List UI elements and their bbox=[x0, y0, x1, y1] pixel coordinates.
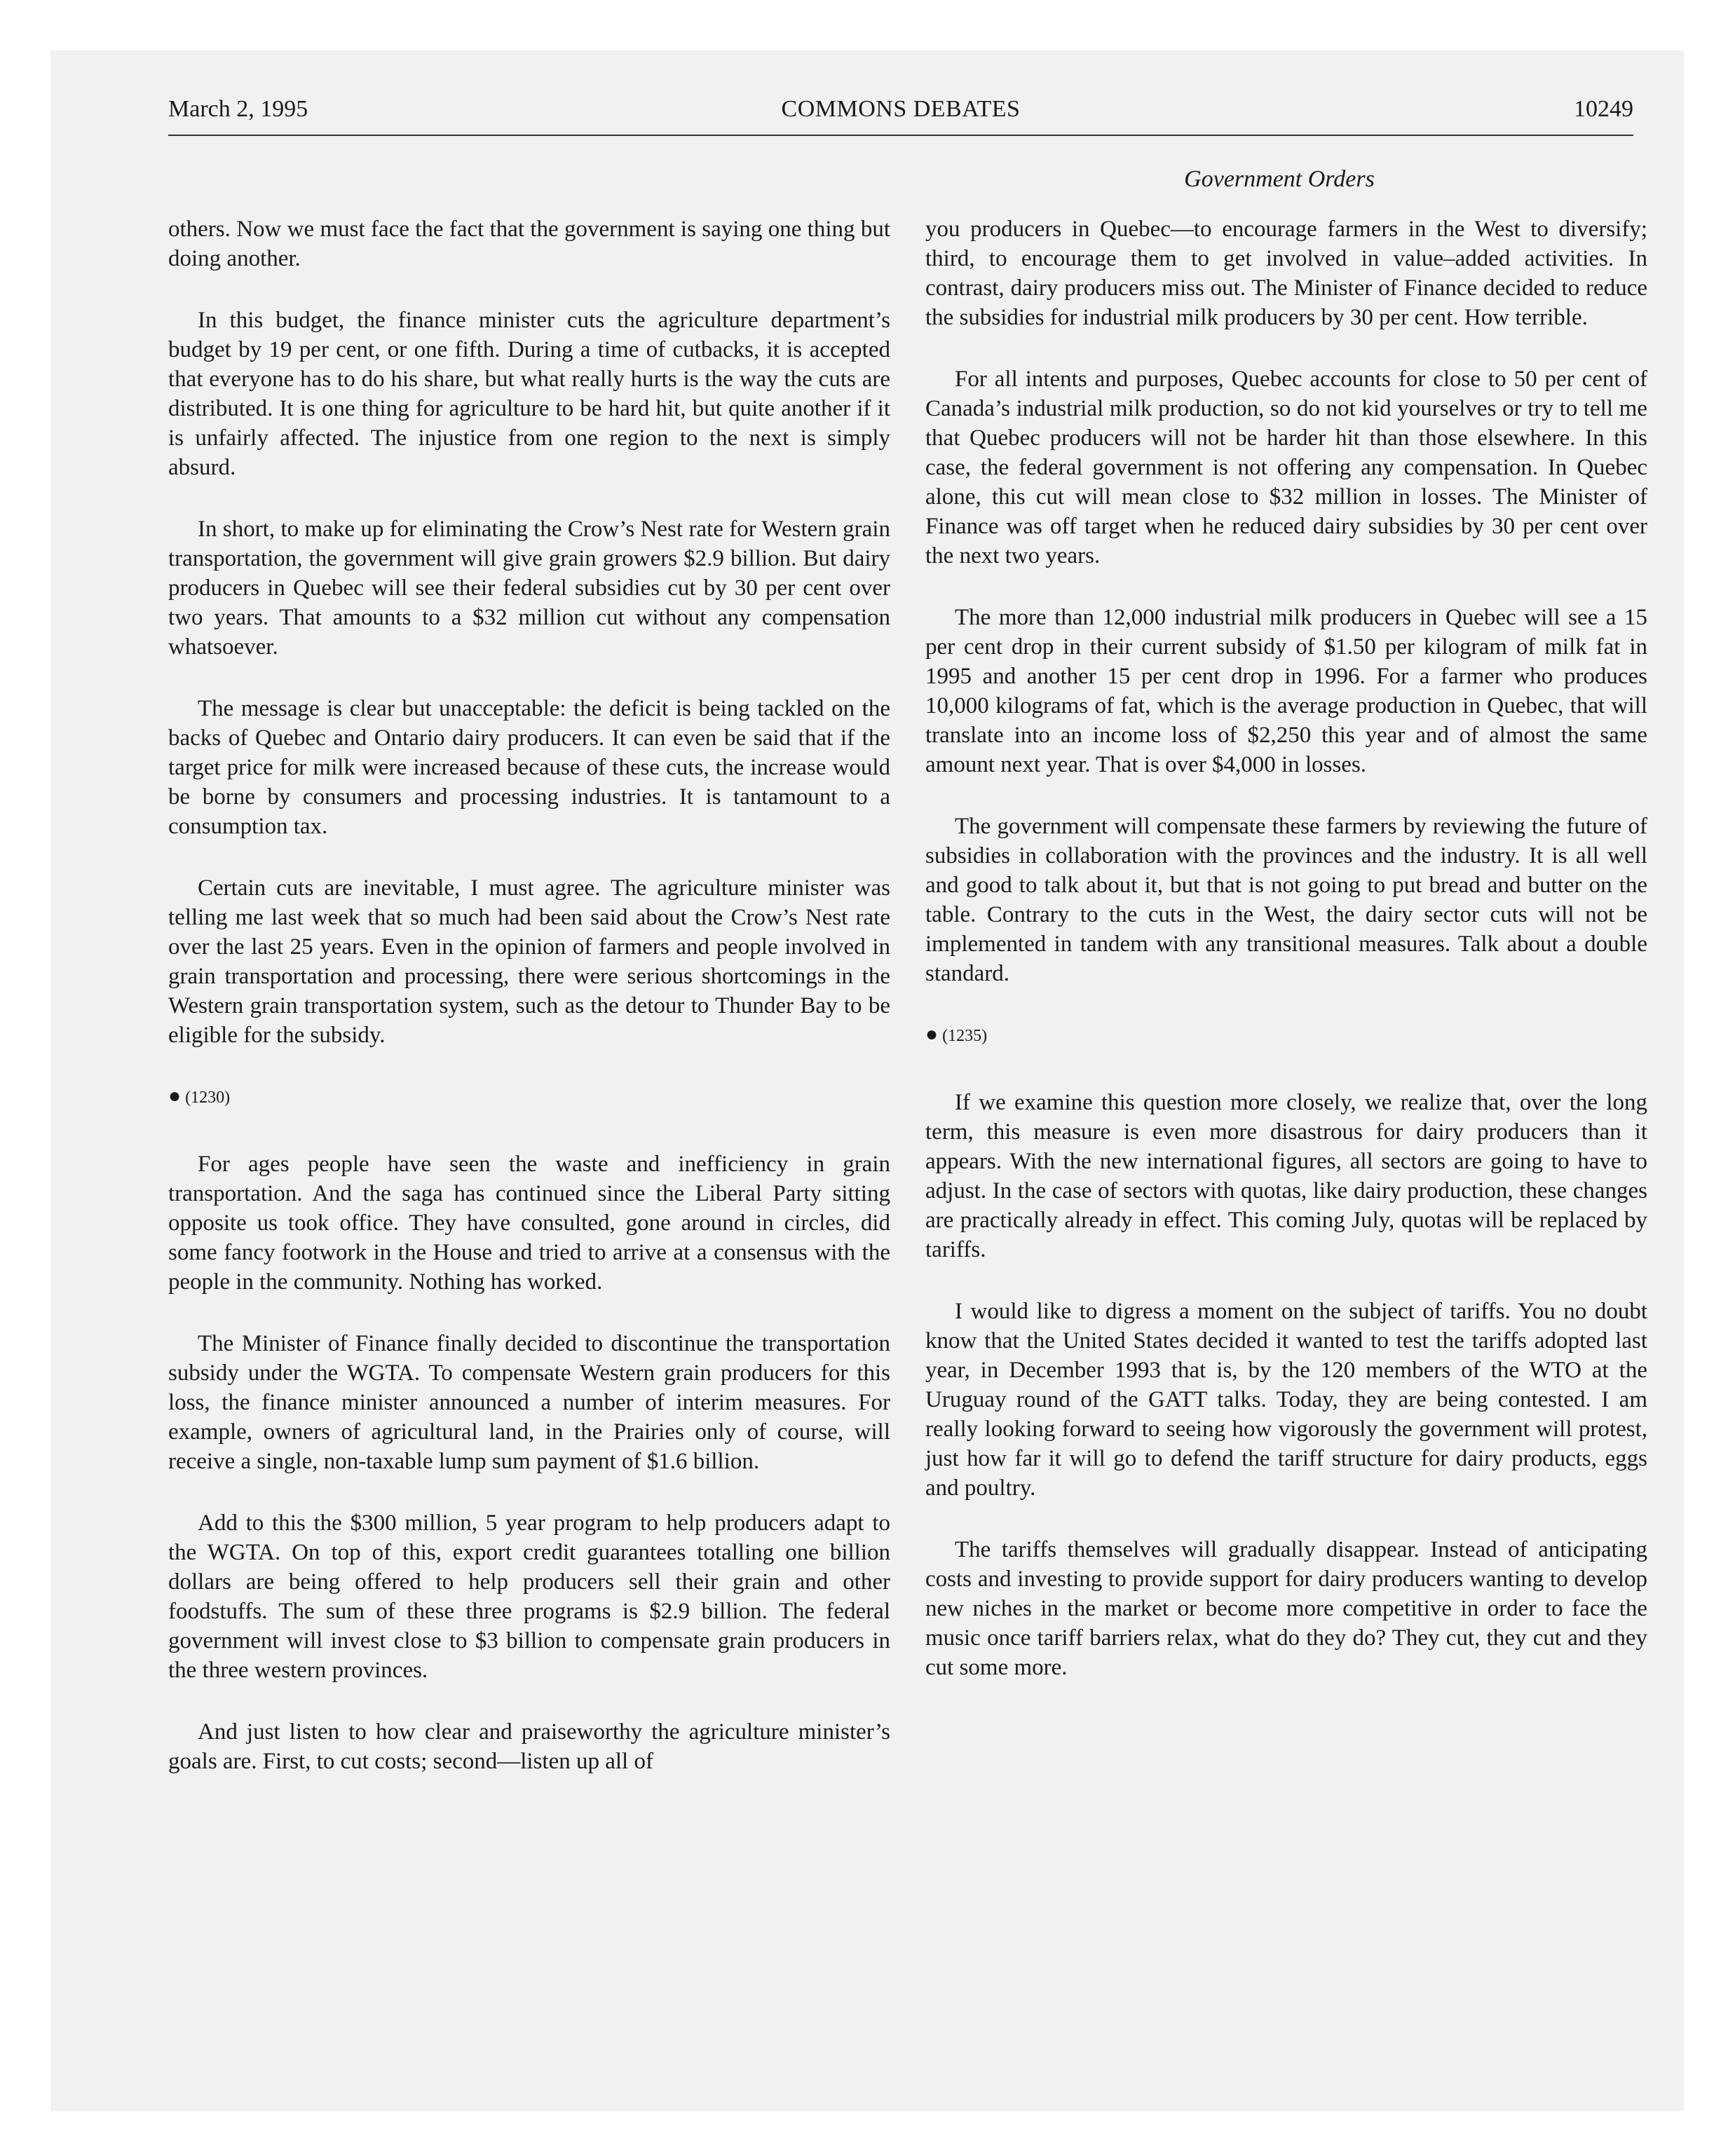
header-title: COMMONS DEBATES bbox=[781, 96, 1021, 122]
paragraph: In this budget, the finance minister cuts the agriculture department’s budget by 19 per cent, or one fifth. During a time of cutbacks, it is accepted that everyone has to do his share, but what really hurts is the way the cuts are distributed. It is one thing for agriculture to be hard hit, but quite another if it is unfairly affected. The injustice from one region to the next is simply absurd. bbox=[168, 308, 890, 480]
paragraph: The tariffs themselves will gradually disappear. Instead of anticipating costs and investing to provide support for dairy producers wanting to develop new niches in the market or become more competitive in order to face the music once tariff barriers relax, what do they do? They cut, they cut and they cut some more. bbox=[925, 1537, 1647, 1680]
time-marker-text: (1235) bbox=[942, 1027, 988, 1045]
header-page-number: 10249 bbox=[1574, 96, 1633, 122]
paragraph: The Minister of Finance finally decided to discontinue the transportation subsidy under the WGTA. To compensate Western grain producers for this loss, the finance minister announced a number of interim measures. For example, owners of agricultural land, in the Prairies only of course, will receive a single, non-taxable lump sum payment of $1.6 billion. bbox=[168, 1331, 890, 1474]
paragraph: Certain cuts are inevitable, I must agree. The agriculture minister was telling me last week that so much had been said about the Crow’s Nest rate over the last 25 years. Even in the opinion of farmers and people involved in grain transportation and processing, there were serious shortcomings in the Western grain transportation system, such as the detour to Thunder Bay to be eligible for the subsidy. bbox=[168, 875, 890, 1048]
paragraph: The message is clear but unacceptable: the deficit is being tackled on the backs of Quebec and Ontario dairy producers. It can even be said that if the target price for milk were increased because of these cuts, the increase would be borne by consumers and processing industries. It is tantamount to a consumption tax. bbox=[168, 696, 890, 839]
paragraph: The government will compensate these farmers by reviewing the future of subsidies in collaboration with the provinces and the industry. It is all well and good to talk about it, but that is not going to put bread and butter on the table. Contrary to the cuts in the West, the dairy sector cuts will not be implemented in tandem with any transitional measures. Talk about a double standard. bbox=[925, 814, 1647, 986]
time-marker bbox=[168, 1082, 890, 1112]
header-date: March 2, 1995 bbox=[168, 96, 308, 122]
paragraph: The more than 12,000 industrial milk producers in Quebec will see a 15 per cent drop in their current subsidy of $1.50 per kilogram of milk fat in 1995 and another 15 per cent drop in 1996. For a farmer who produces 10,000 kilograms of fat, which is the average production in Quebec, that will translate into an income loss of $2,250 this year and of almost the same amount next year. That is over $4,000 in losses. bbox=[925, 605, 1647, 777]
section-label: Government Orders bbox=[1184, 166, 1375, 192]
page-header bbox=[168, 95, 1633, 139]
paragraph: you producers in Quebec—to encourage farmers in the West to diversify; third, to encourage them to get involved in value–added activities. In contrast, dairy producers miss out. The Minister of Finance decided to reduce the subsidies for industrial milk producers by 30 per cent. How terrible. bbox=[925, 217, 1647, 330]
paragraph: Add to this the $300 million, 5 year program to help producers adapt to the WGTA. On top of this, export credit guarantees totalling one billion dollars are being offered to help producers sell their grain and other foodstuffs. The sum of these three programs is $2.9 billion. The federal government will invest close to $3 billion to compensate grain producers in the three western provinces. bbox=[168, 1510, 890, 1683]
time-marker-text: (1230) bbox=[185, 1089, 231, 1107]
header-rule bbox=[168, 135, 1633, 136]
paragraph: In short, to make up for eliminating the Crow’s Nest rate for Western grain transportation, the government will give grain growers $2.9 billion. But dairy producers in Quebec will see their federal subsidies cut by 30 per cent over two years. That amounts to a $32 million cut without any compensation whatsoever. bbox=[168, 517, 890, 660]
left-column bbox=[168, 214, 890, 1808]
bullet-icon: ● bbox=[168, 1084, 182, 1107]
paragraph: For ages people have seen the waste and inefficiency in grain transportation. And the saga has continued since the Liberal Party sitting opposite us took office. They have consulted, gone around in circles, did some fancy footwork in the House and tried to arrive at a consensus with the people in the community. Nothing has worked. bbox=[168, 1152, 890, 1295]
bullet-icon: ● bbox=[925, 1023, 939, 1046]
paragraph: I would like to digress a moment on the subject of tariffs. You no doubt know that the United States decided it wanted to test the tariffs adopted last year, in December 1993 that is, by the 120 members of the WTO at the Uruguay round of the GATT talks. Today, they are being contested. I am really looking forward to seeing how vigorously the government will protest, just how far it will go to defend the tariff structure for dairy products, eggs and poultry. bbox=[925, 1299, 1647, 1501]
right-column bbox=[925, 214, 1647, 1714]
paragraph: If we examine this question more closely, we realize that, over the long term, this measure is even more disastrous for dairy producers than it appears. With the new international figures, all sectors are going to have to adjust. In the case of sectors with quotas, like dairy production, these changes are practically already in effect. This coming July, quotas will be replaced by tariffs. bbox=[925, 1090, 1647, 1262]
paragraph: And just listen to how clear and praiseworthy the agriculture minister’s goals are. First, to cut costs; second—listen up all of bbox=[168, 1719, 890, 1774]
paragraph: For all intents and purposes, Quebec accounts for close to 50 per cent of Canada’s industrial milk production, so do not kid yourselves or try to tell me that Quebec producers will not be harder hit than those elsewhere. In this case, the federal government is not offering any compensation. In Quebec alone, this cut will mean close to $32 million in losses. The Minister of Finance was off target when he reduced dairy subsidies by 30 per cent over the next two years. bbox=[925, 367, 1647, 568]
paragraph: others. Now we must face the fact that the government is saying one thing but doing another. bbox=[168, 217, 890, 271]
time-marker bbox=[925, 1021, 1647, 1050]
